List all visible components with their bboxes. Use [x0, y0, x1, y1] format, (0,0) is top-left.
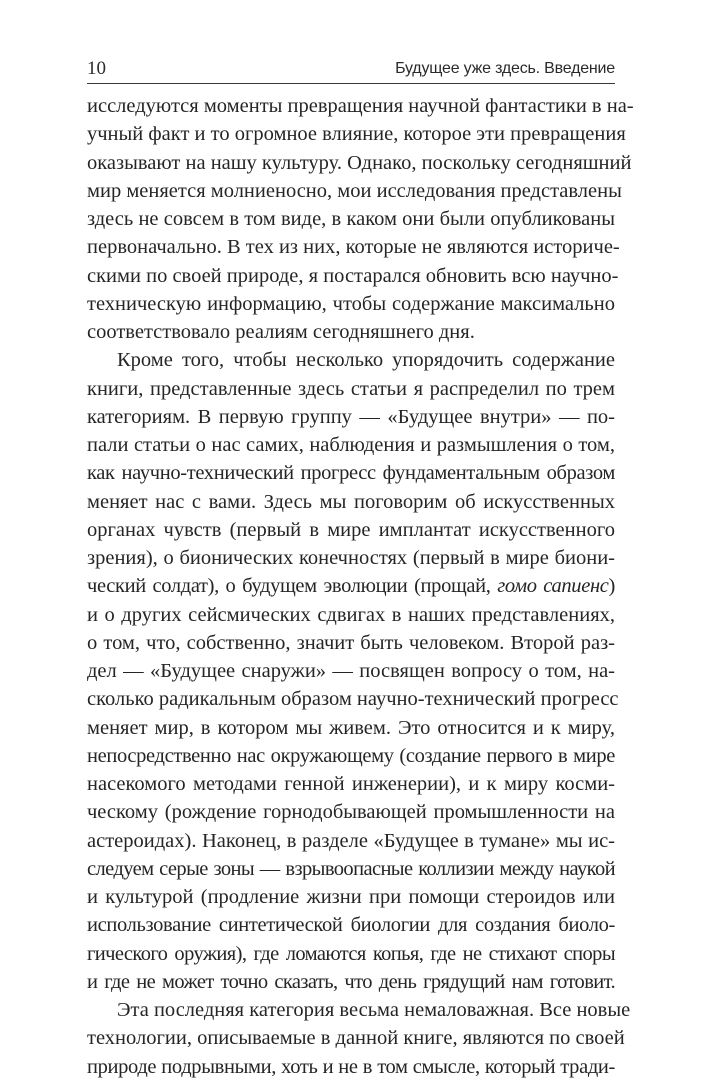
text-line: мир меняется молниеносно, мои исследования представлены [87, 179, 622, 202]
text-line: соответствовало реалиям сегодняшнего дня. [87, 321, 475, 343]
text-line: органах чувств (первый в мире имплантат искусственного [87, 518, 615, 541]
text-line: учный факт и то огромное влияние, которое эти превращения [87, 123, 626, 146]
text-line: следуем серые зоны — взрывоопасные коллизии между наукой [87, 857, 615, 880]
page-number: 10 [87, 58, 106, 79]
text-line-with-italic [87, 572, 615, 600]
paragraph-3 [87, 996, 631, 1081]
text-line: использование синтетической биологии для создания биоло- [87, 914, 615, 937]
text-line: гического оружия), где ломаются копья, где не стихают споры [87, 942, 615, 965]
italic-term: гомо сапиенс [497, 575, 609, 598]
paragraph-2 [87, 346, 619, 996]
page-header [87, 56, 615, 84]
text-line: технологии, описываемые в данной книге, являются по своей [87, 1027, 625, 1050]
text-line: как научно-технический прогресс фундаментальным образом [87, 462, 615, 485]
text-line: меняет мир, в котором мы живем. Это относится и к миру, [87, 716, 615, 739]
text-line: Эта последняя категория весьма немаловажная. Все новые [117, 999, 631, 1021]
header-rule [87, 83, 615, 84]
text-line: сколько радикальным образом научно-технический прогресс [87, 688, 619, 711]
text-line: пали статьи о нас самих, наблюдения и размышления о том, [87, 434, 615, 456]
text-line: астероидах). Наконец, в разделе «Будущее в тумане» мы ис- [87, 829, 615, 852]
running-head: Будущее уже здесь. Введение [395, 60, 615, 77]
text-line: природе подрывными, хоть и не в том смысле, который тради- [87, 1055, 615, 1078]
text-line: зрения), о бионических конечностях (первый в мире биони- [87, 547, 615, 569]
text-line: исследуются моменты превращения научной фантастики в на- [87, 95, 634, 117]
text-line: и культурой (продление жизни при помощи стероидов или [87, 886, 615, 908]
text-segment: ческий солдат), о будущем эволюции (прощай, [87, 575, 498, 598]
text-line: и о других сейсмических сдвигах в наших представлениях, [87, 603, 615, 626]
paragraph-1 [87, 92, 634, 346]
text-line: непосредственно нас окружающему (создание первого в мире [87, 744, 615, 767]
text-line: оказывают на нашу культуру. Однако, поскольку сегодняшний [87, 151, 632, 174]
text-line: книги, представленные здесь статьи я распределил по трем [87, 377, 615, 400]
text-line: скими по своей природе, я постарался обновить всю научно- [87, 264, 619, 287]
text-line: категориям. В первую группу — «Будущее внутри» — по- [87, 405, 615, 428]
text-line: ческому (рождение горнодобывающей промышленности на [87, 801, 615, 824]
text-line: о том, что, собственно, значит быть человеком. Второй раз- [87, 631, 615, 654]
text-line: дел — «Будущее снаружи» — посвящен вопросу о том, на- [87, 660, 615, 682]
text-line: и где не может точно сказать, что день грядущий нам готовит. [87, 970, 615, 993]
text-line: меняет нас с вами. Здесь мы поговорим об искусственных [87, 490, 615, 513]
text-line: первоначально. В тех из них, которые не являются историче- [87, 236, 620, 259]
text-line: насекомого методами генной инженерии), и к миру косми- [87, 773, 615, 795]
text-segment: ) [608, 575, 615, 598]
body-text [87, 92, 634, 1081]
text-line: техническую информацию, чтобы содержание максимально [87, 292, 615, 315]
text-line: Кроме того, чтобы несколько упорядочить содержание [117, 349, 615, 372]
text-line: здесь не совсем в том виде, в каком они были опубликованы [87, 208, 615, 230]
